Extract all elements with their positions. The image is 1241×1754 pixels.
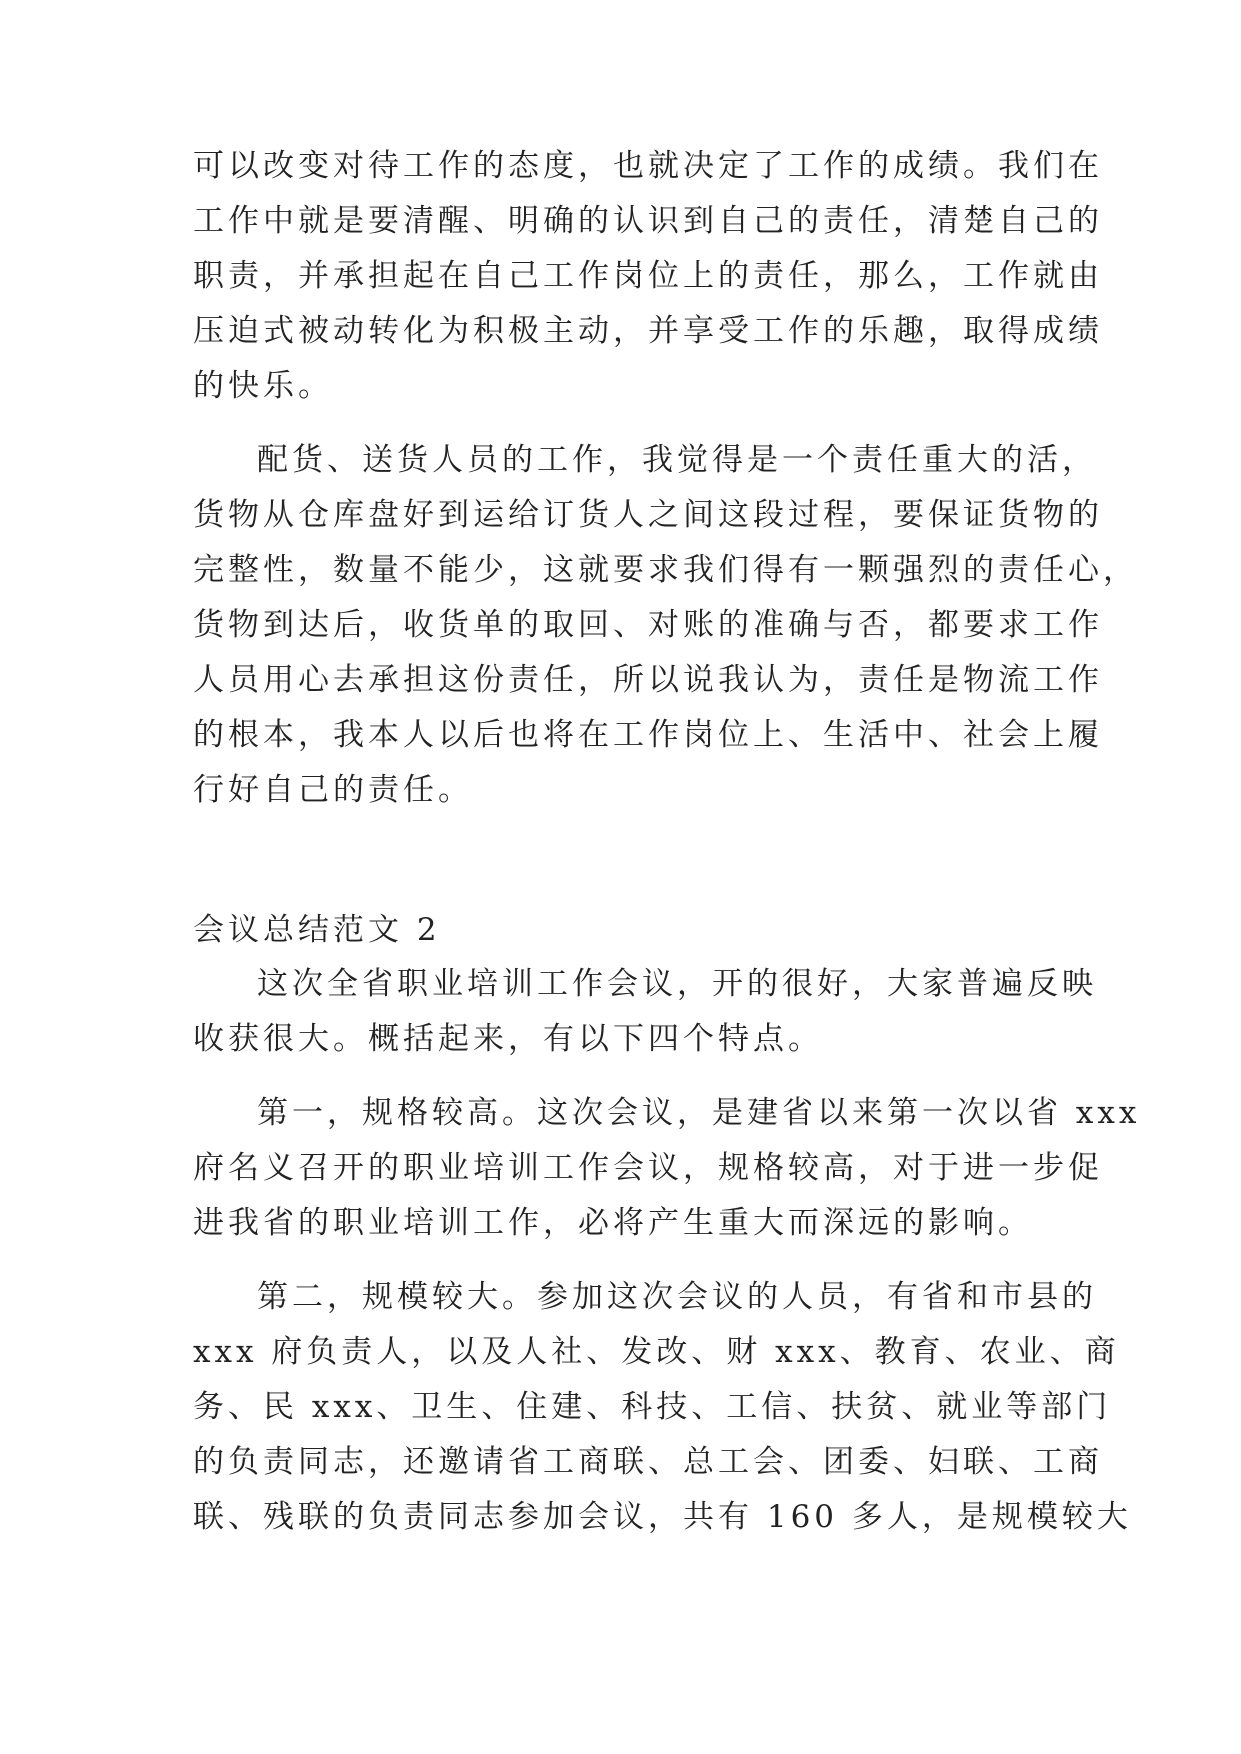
text-line: 压迫式被动转化为积极主动，并享受工作的乐趣，取得成绩 [193,313,1103,349]
text-line: 的负责同志，还邀请省工商联、总工会、团委、妇联、工商 [193,1444,1103,1480]
text-line: 收获很大。概括起来，有以下四个特点。 [193,1021,823,1057]
text-line: 人员用心去承担这份责任，所以说我认为，责任是物流工作 [193,662,1103,698]
text-line: 务、民 xxx、卫生、住建、科技、工信、扶贫、就业等部门 [193,1389,1112,1425]
text-line: 货物到达后，收货单的取回、对账的准确与否，都要求工作 [193,607,1103,643]
text-line: 进我省的职业培训工作，必将产生重大而深远的影响。 [193,1205,1033,1241]
text-line: 工作中就是要清醒、明确的认识到自己的责任，清楚自己的 [193,203,1103,239]
text-line: 府名义召开的职业培训工作会议，规格较高，对于进一步促 [193,1150,1103,1186]
text-line: 货物从仓库盘好到运给订货人之间这段过程，要保证货物的 [193,497,1103,533]
text-line: 可以改变对待工作的态度，也就决定了工作的成绩。我们在 [193,148,1103,184]
paragraph-first-line: 第一，规格较高。这次会议，是建省以来第一次以省 xxx [257,1095,1141,1131]
text-line: 行好自己的责任。 [193,772,473,808]
text-line: 的快乐。 [193,368,333,404]
text-line: 联、残联的负责同志参加会议，共有 160 多人，是规模较大 [193,1499,1132,1535]
text-line: 职责，并承担起在自己工作岗位上的责任，那么，工作就由 [193,258,1103,294]
text-line: xxx 府负责人，以及人社、发改、财 xxx、教育、农业、商 [193,1334,1120,1370]
text-line: 的根本，我本人以后也将在工作岗位上、生活中、社会上履 [193,717,1103,753]
section-heading: 会议总结范文 2 [193,912,441,948]
paragraph-first-line: 配货、送货人员的工作，我觉得是一个责任重大的活， [257,442,1097,478]
paragraph-first-line: 第二，规模较大。参加这次会议的人员，有省和市县的 [257,1279,1097,1315]
text-line: 完整性，数量不能少，这就要求我们得有一颗强烈的责任心， [193,552,1138,588]
paragraph-first-line: 这次全省职业培训工作会议，开的很好，大家普遍反映 [257,966,1097,1002]
